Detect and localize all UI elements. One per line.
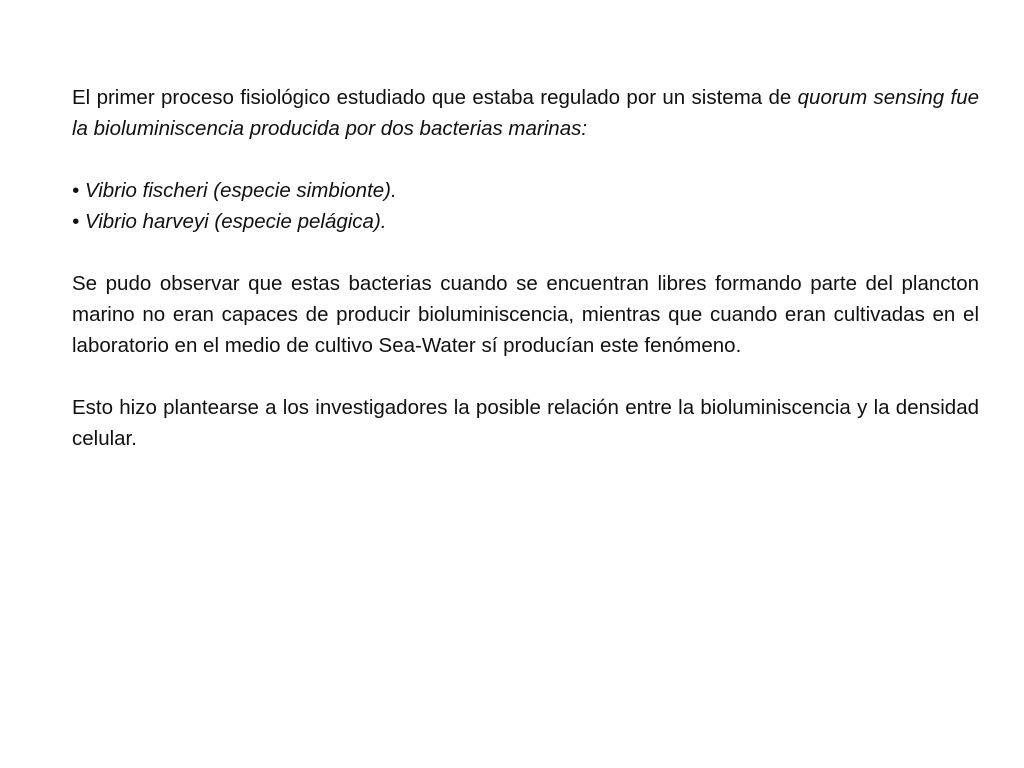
bullet-item-vibrio-fischeri: [72, 175, 979, 206]
slide-content: [72, 82, 979, 454]
spacer: [72, 361, 979, 392]
spacer: [72, 237, 979, 268]
bullet-marker: •: [72, 210, 80, 233]
bullet-text: Vibrio fischeri (especie simbionte).: [84, 179, 397, 202]
spacer: [72, 144, 979, 175]
conclusion-paragraph: Esto hizo plantearse a los investigadores la posible relación entre la bioluminiscencia y la densidad celular.: [72, 396, 979, 450]
bullet-marker: •: [72, 179, 80, 202]
observation-paragraph: Se pudo observar que estas bacterias cuando se encuentran libres formando parte del plancton marino no eran capaces de producir bioluminiscencia, mientras que cuando eran cultivadas en el laboratorio en el medio de cultivo Sea-Water sí producían este fenómeno.: [72, 272, 979, 357]
intro-paragraph: [72, 82, 979, 144]
intro-text: El primer proceso fisiológico estudiado que estaba regulado por un sistema de: [72, 86, 798, 109]
intro-italic-text: quorum sensing fue la bioluminiscencia producida por dos bacterias marinas:: [72, 86, 979, 140]
bullet-text: Vibrio harveyi (especie pelágica).: [84, 210, 387, 233]
bullet-item-vibrio-harveyi: [72, 206, 979, 237]
